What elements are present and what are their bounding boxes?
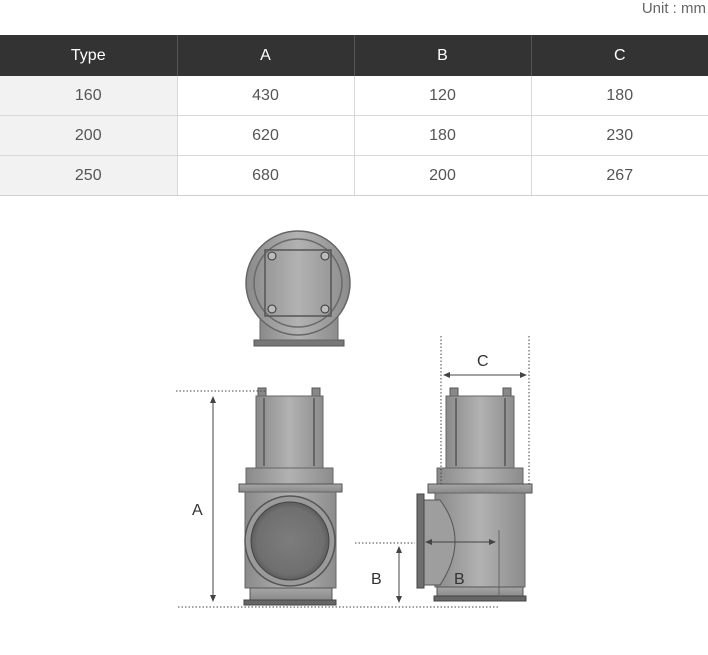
cell-type: 200 [0, 116, 177, 156]
dimension-table [0, 35, 708, 196]
cell-c: 180 [531, 76, 708, 116]
cell-b: 120 [354, 76, 531, 116]
unit-label: Unit : mm [641, 0, 706, 17]
cell-c: 230 [531, 116, 708, 156]
top-view [246, 231, 350, 346]
cell-a: 620 [177, 116, 354, 156]
side-view [417, 388, 532, 601]
cell-type: 160 [0, 76, 177, 116]
header-type: Type [0, 35, 177, 76]
dimension-b-label-horizontal: B [454, 571, 465, 588]
cell-type: 250 [0, 156, 177, 196]
header-a: A [177, 35, 354, 76]
cell-b: 180 [354, 116, 531, 156]
header-c: C [531, 35, 708, 76]
dimension-a-label: A [192, 502, 203, 519]
cell-c: 267 [531, 156, 708, 196]
header-b: B [354, 35, 531, 76]
dimension-c-label: C [477, 353, 489, 370]
dimension-b-label-vertical: B [371, 571, 382, 588]
cell-a: 680 [177, 156, 354, 196]
table-row [0, 76, 708, 116]
cell-b: 200 [354, 156, 531, 196]
valve-technical-drawing [0, 200, 708, 655]
table-row [0, 116, 708, 156]
front-view [239, 388, 342, 605]
cell-a: 430 [177, 76, 354, 116]
table-row [0, 156, 708, 196]
table-header-row [0, 35, 708, 76]
